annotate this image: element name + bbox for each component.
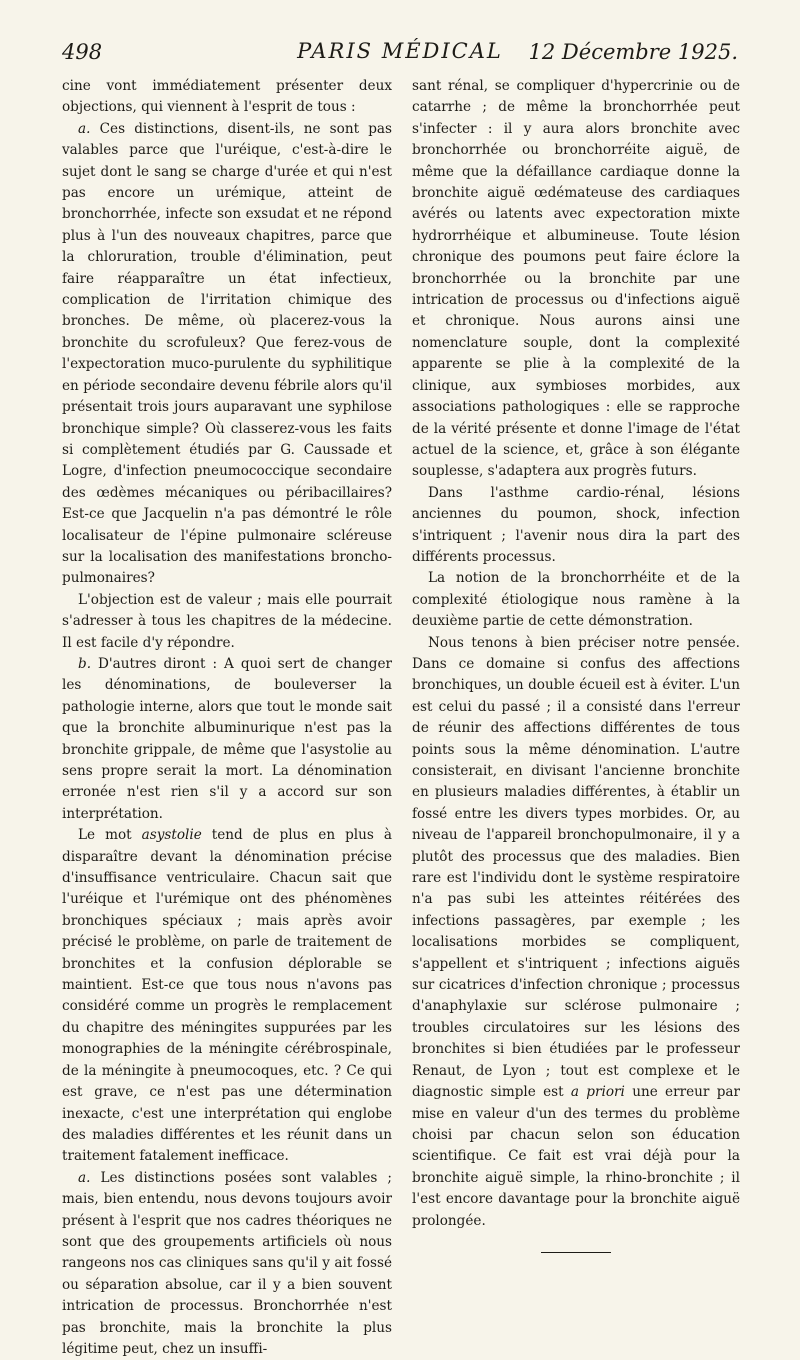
paragraph: sant rénal, se compliquer d'hypercrinie ou de catarrhe ; de même la bronchorrhée peut s'infecter : il y aura alors bronchite avec bronchorrhée ou bronchorréite aiguë, de même que la défaillance cardiaque donne la bronchite aiguë œdémateuse des cardiaques avérés ou latents avec expectoration mixte hydrorrhéique et albumineuse. Toute lésion chronique des poumons peut faire éclore la bronchorrhée ou la bronchite par une intrication de processus ou d'infections aiguë et chronique. Nous aurons ainsi une nomenclature souple, dont la complexité apparente se plie à la complexité de la clinique, aux symbioses morbides, aux associations pathologiques : elle se rapproche de la vérité présente et donne l'image de l'état actuel de la science, et, grâce à son élégante souplesse, s'adaptera aux progrès futurs. — [412, 78, 740, 480]
paragraph: cine vont immédiatement présenter deux objections, qui viennent à l'esprit de tous : — [62, 78, 392, 116]
section-divider — [541, 1252, 611, 1253]
paragraph-text: tend de plus en plus à disparaître devant la dénomination précise d'insuffisance ventriculaire. Chacun sait que l'uréique et l'urémique ont des phénomènes bronchiques spéciaux ; mais après avoir précisé le problème, on parle de traitement de bronchites et la confusion déplorable se maintient. Est-ce que tous nous n'avons pas considéré comme un progrès le remplacement du chapitre des méningites suppurées par les monographies de la méningite cérébrospinale, de la méningite à pneumocoques, etc. ? Ce qui est grave, ce n'est pas une détermination inexacte, c'est une interprétation qui englobe des maladies différentes et les réunit dans un traitement fatalement inefficace. — [62, 827, 392, 1165]
paragraph — [62, 119, 392, 590]
item-label: a. — [78, 1169, 91, 1186]
right-column — [412, 76, 740, 1253]
emphasized-term: asystolie — [141, 827, 202, 844]
paragraph-text: une erreur par mise en valeur d'un des termes du problème choisi par chacun selon son éducation scientifique. Ce fait est vrai déjà pour la bronchite aiguë simple, la rhino-bronchite ; il l'est encore davantage pour la bronchite aiguë prolongée. — [412, 1084, 740, 1229]
paragraph-text: Nous tenons à bien préciser notre pensée. Dans ce domaine si confus des affections bronchiques, un double écueil est à éviter. L'un est celui du passé ; il a consisté dans l'erreur de réunir des affections différentes de tous points sous la même dénomination. L'autre consisterait, en divisant l'ancienne bronchite en plusieurs maladies différentes, à établir un fossé entre les divers types morbides. Or, au niveau de l'appareil bronchopulmonaire, il y a plutôt des processus que des maladies. Bien rare est l'individu dont le système respiratoire n'a pas subi les atteintes réitérées des infections passagères, par exemple ; les localisations morbides se compliquent, s'appellent et s'intriquent ; infections aiguës sur cicatrices d'infection chronique ; processus d'anaphylaxie sur sclérose pulmonaire ; troubles circulatoires sur les lésions des bronchites si bien étudiées par le professeur Renaut, de Lyon ; tout est complexe et le diagnostic simple est — [412, 634, 740, 1101]
item-label: b. — [78, 655, 92, 672]
journal-title: PARIS MÉDICAL — [297, 39, 503, 63]
page-number: 498 — [62, 40, 103, 64]
running-header — [62, 36, 738, 70]
left-column — [62, 76, 392, 1360]
paragraph-text: Ces distinctions, disent-ils, ne sont pas valables parce que l'uréique, c'est-à-dire le sujet dont le sang se charge d'urée et qui n'est pas encore un urémique, atteint de bronchorrhée, infecte son exsudat et ne répond plus à l'un des nouveaux chapitres, parce que la chloruration, trouble d'élimination, peut faire réapparaître un état infectieux, complication de l'irritation chimique des bronches. De même, où placerez-vous la bronchite du scrofuleux? Que ferez-vous de l'expectoration muco-purulente du syphilitique en période secondaire devenu fébrile alors qu'il présentait trois jours auparavant une syphilose bronchique simple? Où classerez-vous les faits si complètement étudiés par G. Caussade et Logre, d'infection pneumococcique secondaire des œdèmes mécaniques ou péribacillaires? Est-ce que Jacquelin n'a pas démontré le rôle localisateur de l'épine pulmonaire scléreuse sur la localisation des manifestations broncho-pulmonaires? — [62, 120, 392, 587]
emphasized-term: a priori — [570, 1084, 625, 1101]
paragraph-text: D'autres diront : A quoi sert de changer les dénominations, de bouleverser la pathologie interne, alors que tout le monde sait que la bronchite albuminurique n'est pas la bronchite grippale, de même que l'asystolie au sens propre serait la mort. La dénomination erronée n'est rien s'il y a accord sur son interprétation. — [62, 655, 392, 822]
item-label: a. — [78, 120, 91, 137]
paragraph — [62, 1168, 392, 1360]
paragraph — [62, 825, 392, 1168]
paragraph — [412, 633, 740, 1232]
paragraph — [62, 654, 392, 825]
paragraph: L'objection est de valeur ; mais elle pourrait s'adresser à tous les chapitres de la médecine. Il est facile d'y répondre. — [62, 591, 392, 651]
paragraph-text: Le mot — [78, 827, 132, 844]
paragraph: Dans l'asthme cardio-rénal, lésions anciennes du poumon, shock, infection s'intriquent ; l'avenir nous dira la part des différents processus. — [412, 484, 740, 565]
issue-date: 12 Décembre 1925. — [528, 40, 738, 64]
paragraph: La notion de la bronchorrhéite et de la complexité étiologique nous ramène à la deuxième partie de cette démonstration. — [412, 570, 740, 630]
paragraph-text: Les distinctions posées sont valables ; mais, bien entendu, nous devons toujours avoir présent à l'esprit que nos cadres théoriques ne sont que des groupements artificiels où nous rangeons nos cas cliniques sans qu'il y ait fossé ou séparation absolue, car il y a bien souvent intrication de processus. Bronchorrhée n'est pas bronchite, mais la bronchite la plus légitime peut, chez un insuffi- — [62, 1169, 393, 1357]
